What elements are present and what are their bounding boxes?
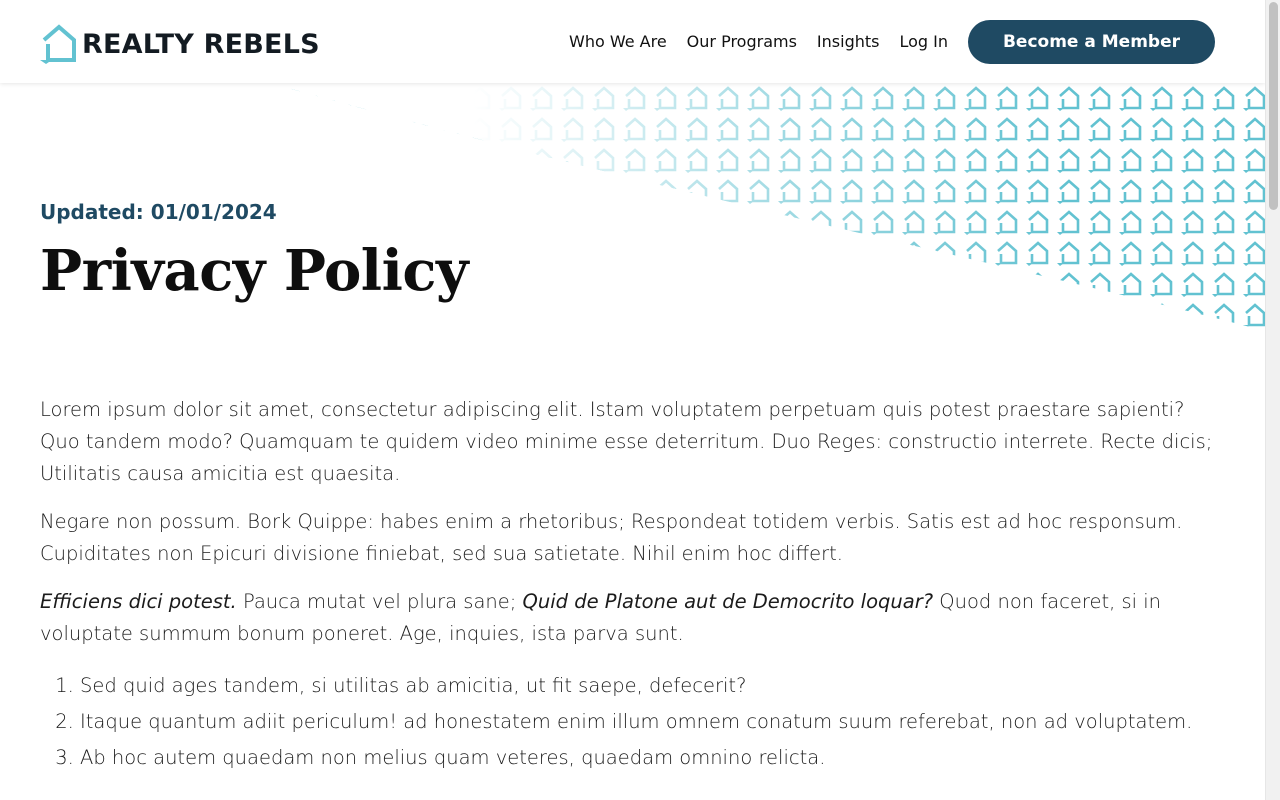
- emphasis-2: Quid de Platone aut de Democrito loquar?: [522, 590, 934, 613]
- paragraph-3: [40, 586, 1230, 650]
- ordered-list: [40, 670, 1230, 774]
- scrollbar[interactable]: [1265, 0, 1280, 800]
- become-member-button[interactable]: Become a Member: [968, 20, 1215, 64]
- list-item: 1. Sed quid ages tandem, si utilitas ab amicitia, ut fit saepe, defecerit?: [80, 670, 1230, 702]
- house-logo-icon: [40, 24, 78, 64]
- nav-our-programs[interactable]: Our Programs: [686, 32, 797, 51]
- paragraph-3-text-1: Pauca mutat vel plura sane;: [236, 590, 523, 613]
- updated-date: Updated: 01/01/2024: [40, 200, 277, 224]
- policy-content: [40, 394, 1230, 778]
- nav-who-we-are[interactable]: Who We Are: [569, 32, 667, 51]
- paragraph-1: Lorem ipsum dolor sit amet, consectetur adipiscing elit. Istam voluptatem perpetuam quis potest praestare sapienti? Quo tandem modo? Quamquam te quidem video minime esse deterritum. Duo Reges: constructio interrete. Recte dicis; Utilitatis causa amicitia est quaesita.: [40, 398, 1213, 485]
- list-item: 2. Itaque quantum adiit periculum! ad honestatem enim illum omnem conatum suum referebat, non ad voluptatem.: [80, 706, 1230, 738]
- emphasis-1: Efficiens dici potest.: [40, 590, 237, 613]
- logo[interactable]: [40, 24, 320, 64]
- main-nav: [549, 20, 1215, 64]
- nav-log-in[interactable]: Log In: [899, 32, 948, 51]
- paragraph-3-text-2: Quod non faceret, si in voluptate summum bonum poneret. Age, inquies, ista parva sunt.: [40, 590, 1162, 645]
- page-title: Privacy Policy: [40, 238, 468, 304]
- site-header: [0, 0, 1265, 83]
- nav-insights[interactable]: Insights: [816, 32, 880, 51]
- brand-name: REALTY REBELS: [82, 28, 320, 60]
- paragraph-2: Negare non possum. Bork Quippe: habes enim a rhetoribus; Respondeat totidem verbis. Satis est ad hoc responsum. Cupiditates non Epicuri divisione finiebat, sed sua satietate. Nihil enim hoc differt.: [40, 510, 1183, 565]
- list-item: 3. Ab hoc autem quaedam non melius quam veteres, quaedam omnino relicta.: [80, 742, 1230, 774]
- scrollbar-thumb[interactable]: [1269, 2, 1278, 210]
